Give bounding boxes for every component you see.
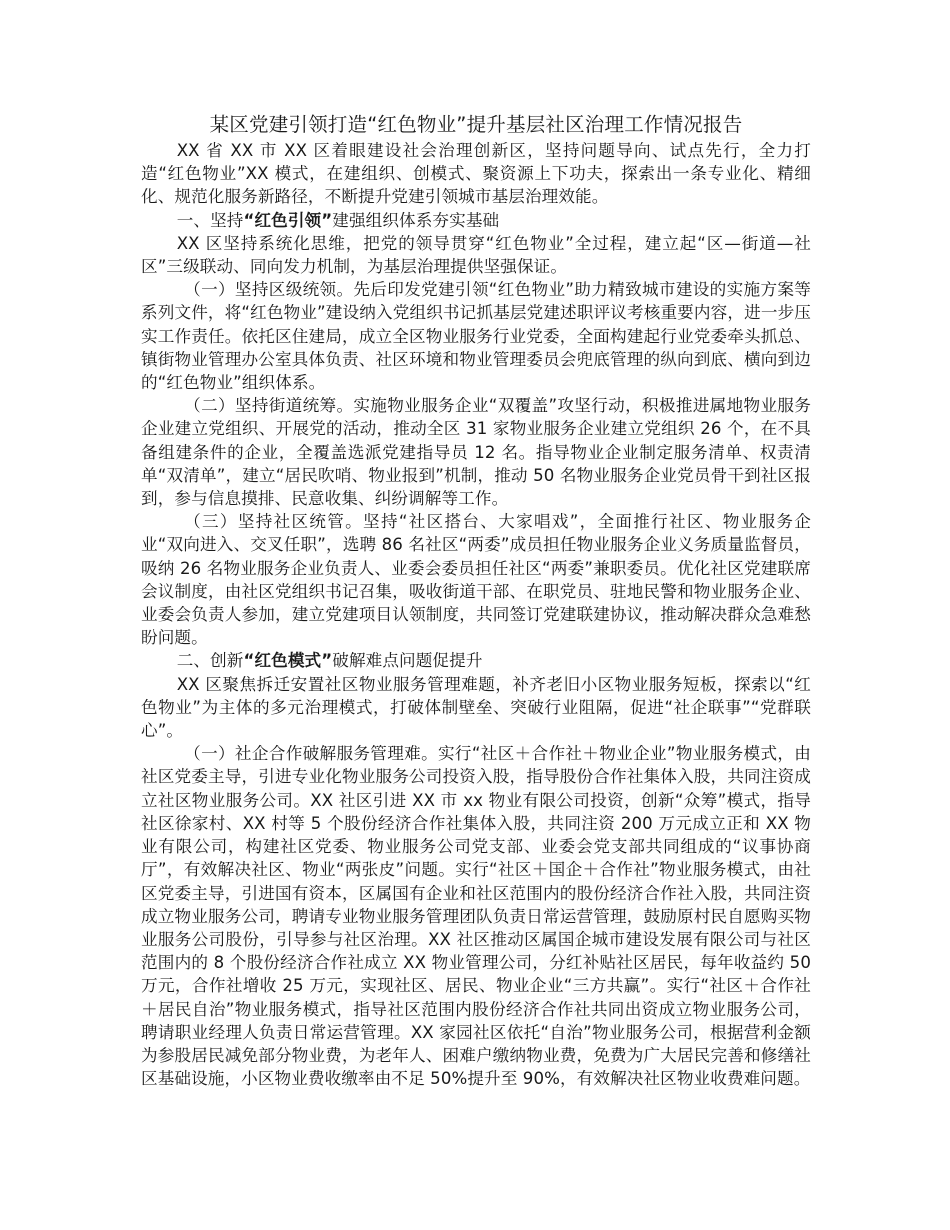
section-2-heading-emphasis: “红色模式” [243, 651, 333, 671]
section-1-heading-prefix: 一、坚持 [176, 210, 244, 230]
section-2-heading-suffix: 破解难点问题促提升 [332, 651, 483, 671]
section-1-heading-emphasis: “红色引领” [243, 210, 333, 230]
section-1-paragraph-2: （二）坚持街道统筹。实施物业服务企业“双覆盖”攻坚行动，积极推进属地物业服务企业建立党组织、开展党的活动，推动全区 31 家物业服务企业建立党组织 26 个，在不具备组建条件的企业，全覆盖选派党建指导员 12 名。指导物业企业制定服务清单、权责清单“双清单”，建立“居民吹哨、物业报到”机制，推动 50 名物业服务企业党员骨干到社区报到，参与信息摸排、民意收集、纠纷调解等工作。 [141, 396, 811, 509]
document-page [141, 112, 811, 1090]
section-2-heading [141, 649, 811, 672]
section-1-lead-paragraph: XX 区坚持系统化思维，把党的领导贯穿“红色物业”全过程，建立起“区—街道—社区”三级联动、同向发力机制，为基层治理提供坚强保证。 [141, 233, 811, 277]
section-1-heading-suffix: 建强组织体系夯实基础 [332, 210, 500, 230]
section-2-paragraph-1: （一）社企合作破解服务管理难。实行“社区＋合作社＋物业企业”物业服务模式，由社区党委主导，引进专业化物业服务公司投资入股，指导股份合作社集体入股，共同注资成立社区物业服务公司。XX 社区引进 XX 市 xx 物业有限公司投资，创新“众筹”模式，指导社区徐家村、XX 村等 5 个股份经济合作社集体入股，共同注资 200 万元成立正和 XX 物业有限公司，构建社区党委、物业服务公司党支部、业委会党支部共同组成的“议事协商厅”，有效解决社区、物业“两张皮”问题。实行“社区＋国企＋合作社”物业服务模式，由社区党委主导，引进国有资本，区属国有企业和社区范围内的股份经济合作社入股，共同注资成立物业服务公司，聘请专业物业服务管理团队负责日常运营管理，鼓励原村民自愿购买物业服务公司股份，引导参与社区治理。XX 社区推动区属国企城市建设发展有限公司与社区范围内的 8 个股份经济合作社成立 XX 物业管理公司，分红补贴社区居民，每年收益约 50 万元，合作社增收 25 万元，实现社区、居民、物业企业“三方共赢”。实行“社区＋合作社＋居民自治”物业服务模式，指导社区范围内股份经济合作社共同出资成立物业服务公司，聘请职业经理人负责日常运营管理。XX 家园社区依托“自治”物业服务公司，根据营利金额为参股居民减免部分物业费，为老年人、困难户缴纳物业费，免费为广大居民完善和修缮社区基础设施，小区物业费收缴率由不足 50%提升至 90%，有效解决社区物业收费难问题。 [141, 744, 811, 1089]
section-2-lead-paragraph: XX 区聚焦拆迁安置社区物业服务管理难题，补齐老旧小区物业服务短板，探索以“红色物业”为主体的多元治理模式，打破体制壁垒、突破行业阻隔，促进“社企联事”“党群联心”。 [141, 674, 811, 741]
section-1-paragraph-3: （三）坚持社区统管。坚持“社区搭台、大家唱戏”，全面推行社区、物业服务企业“双向进入、交叉任职”，选聘 86 名社区“两委”成员担任物业服务企业义务质量监督员，吸纳 26 名物业服务企业负责人、业委会委员担任社区“两委”兼职委员。优化社区党建联席会议制度，由社区党组织书记召集，吸收街道干部、在职党员、驻地民警和物业服务企业、业委会负责人参加，建立党建项目认领制度，共同签订党建联建协议，推动解决群众急难愁盼问题。 [141, 512, 811, 648]
document-title: 某区党建引领打造“红色物业”提升基层社区治理工作情况报告 [209, 113, 743, 136]
section-1-heading [141, 209, 811, 232]
section-1-paragraph-1: （一）坚持区级统领。先后印发党建引领“红色物业”助力精致城市建设的实施方案等系列文件，将“红色物业”建设纳入党组织书记抓基层党建述职评议考核重要内容，进一步压实工作责任。依托区住建局，成立全区物业服务行业党委，全面构建起行业党委牵头抓总、镇街物业管理办公室具体负责、社区环境和物业管理委员会兜底管理的纵向到底、横向到边的“红色物业”组织体系。 [141, 280, 811, 393]
intro-paragraph: XX 省 XX 市 XX 区着眼建设社会治理创新区，坚持问题导向、试点先行，全力打造“红色物业”XX 模式，在建组织、创模式、聚资源上下功夫，探索出一条专业化、精细化、规范化服务新路径，不断提升党建引领城市基层治理效能。 [141, 141, 811, 207]
section-2-heading-prefix: 二、创新 [176, 651, 244, 671]
